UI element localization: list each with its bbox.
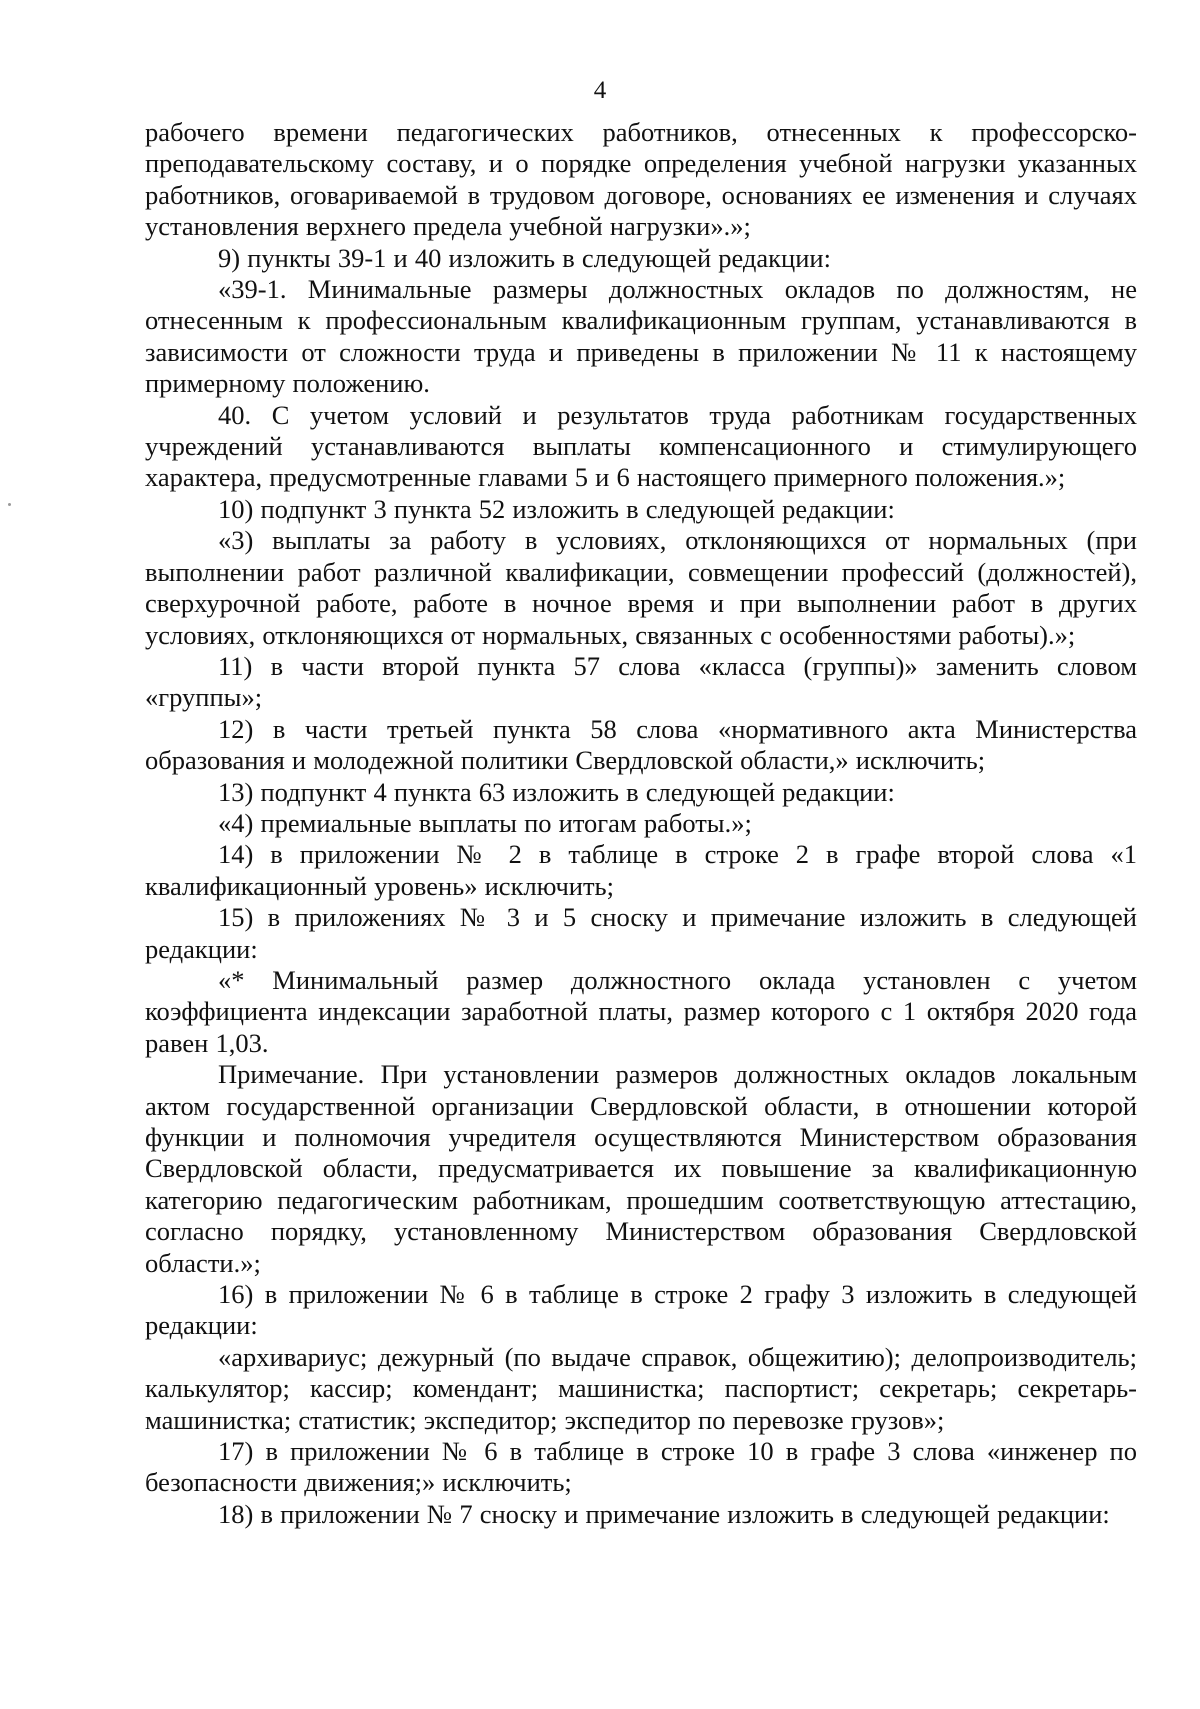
scan-speck [8,503,11,506]
paragraph-item-12: 12) в части третьей пункта 58 слова «нормативного акта Министерства образования и молодежной политики Свердловской области,» исключить; [145,713,1137,776]
paragraph-subclause-4: «4) премиальные выплаты по итогам работы.»; [218,807,752,838]
paragraph-note: Примечание. При установлении размеров должностных окладов локальным актом государственной организации Свердловской области, в отношении которой функции и полномочия учредителя осуществляются Министерством образования Свердловской области, предусматривается их повышение за квалификационную категорию педагогическим работникам, прошедшим соответствующую аттестацию, согласно порядку, установленному Министерством образования Свердловской области.»; [145,1059,1137,1278]
paragraph-item-13: 13) подпункт 4 пункта 63 изложить в следующей редакции: [218,776,895,807]
paragraph-item-10: 10) подпункт 3 пункта 52 изложить в следующей редакции: [218,493,895,524]
paragraph-footnote: «* Минимальный размер должностного оклада установлен с учетом коэффициента индексации заработной платы, размер которого с 1 октября 2020 года равен 1,03. [145,964,1137,1058]
paragraph-clause-39-1: «39-1. Минимальные размеры должностных окладов по должностям, не отнесенным к профессиональным квалификационным группам, устанавливаются в зависимости от сложности труда и приведены в приложении № 11 к настоящему примерному положению. [145,274,1137,399]
paragraph-clause-40: 40. С учетом условий и результатов труда работникам государственных учреждений устанавливаются выплаты компенсационного и стимулирующего характера, предусмотренные главами 5 и 6 настоящего примерного положения.»; [145,399,1137,493]
paragraph-subclause-3: «3) выплаты за работу в условиях, отклоняющихся от нормальных (при выполнении работ различной квалификации, совмещении профессий (должностей), сверхурочной работе, работе в ночное время и при выполнении работ в других условиях, отклоняющихся от нормальных, связанных с особенностями работы).»; [145,525,1137,650]
page-number: 4 [593,77,607,104]
paragraph-item-15: 15) в приложениях № 3 и 5 сноску и примечание изложить в следующей редакции: [145,902,1137,964]
paragraph-item-17: 17) в приложении № 6 в таблице в строке 10 в графе 3 слова «инженер по безопасности движения;» исключить; [145,1436,1137,1498]
document-body [145,117,1137,1530]
paragraph-item-11: 11) в части второй пункта 57 слова «класса (группы)» заменить словом «группы»; [145,650,1137,713]
paragraph-item-14: 14) в приложении № 2 в таблице в строке 2 в графе второй слова «1 квалификационный уровень» исключить; [145,839,1137,901]
paragraph-position-list: «архивариус; дежурный (по выдаче справок, общежитию); делопроизводитель; калькулятор; кассир; комендант; машинистка; паспортист; секретарь; секретарь-машинистка; статистик; экспедитор; экспедитор по перевозке грузов»; [145,1341,1137,1435]
paragraph-item-16: 16) в приложении № 6 в таблице в строке 2 графу 3 изложить в следующей редакции: [145,1279,1137,1341]
paragraph-continuation: рабочего времени педагогических работников, отнесенных к профессорско-преподавательскому составу, и о порядке определения учебной нагрузки указанных работников, оговариваемой в трудовом договоре, основаниях ее изменения и случаях установления верхнего предела учебной нагрузки».»; [145,117,1137,242]
paragraph-item-18: 18) в приложении № 7 сноску и примечание изложить в следующей редакции: [218,1498,1110,1529]
paragraph-item-9: 9) пункты 39-1 и 40 изложить в следующей редакции: [218,242,831,273]
